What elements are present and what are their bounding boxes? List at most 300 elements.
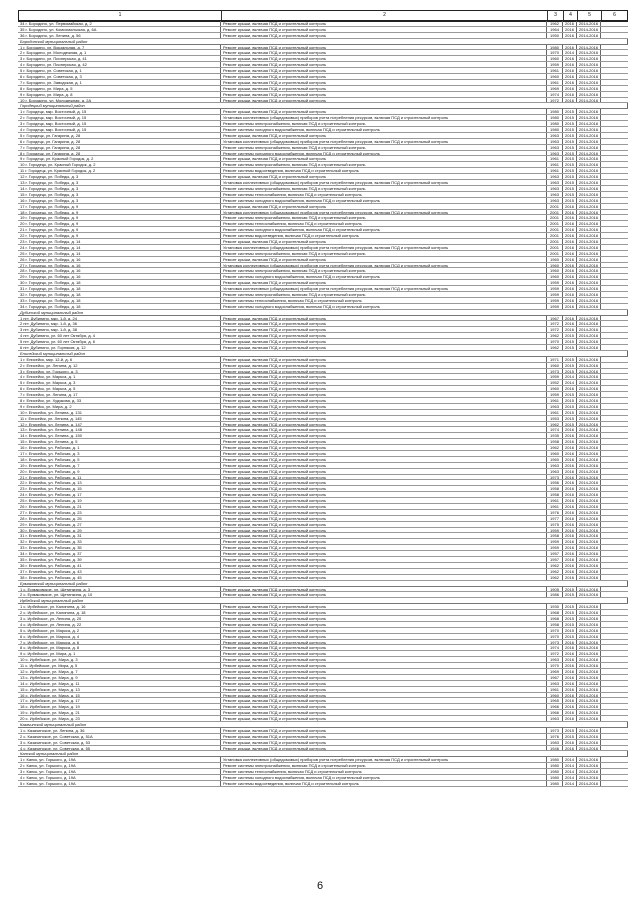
cell-c6: [601, 174, 628, 179]
cell-c5: 2014-2016: [577, 268, 601, 273]
cell-c1: 16 г. Енисейск, ул. Рабочая, д. 1: [18, 445, 221, 450]
cell-c4: 2014: [563, 769, 577, 774]
cell-c1: 2 г. Бородино, ул. Молодежная, д. 1: [18, 50, 221, 55]
cell-c1: 4 г. Бородино, ул. Пионерская, д. 42: [18, 62, 221, 67]
cell-c6: [601, 274, 628, 279]
cell-c5: 2014-2016: [577, 121, 601, 126]
cell-c1: 9 с. Ирбейское, ул. Мира, д. 1: [18, 651, 221, 656]
cell-c3: 1980: [547, 769, 563, 774]
cell-c6: [601, 121, 628, 126]
cell-c5: 2014-2016: [577, 345, 601, 350]
cell-c4: 2016: [563, 439, 577, 444]
cell-c6: [601, 427, 628, 432]
cell-c1: 19 г. Городецк, ул. Победы, д. 9: [18, 215, 221, 220]
cell-c2: Ремонт крыши, включая ПСД и строительный контроль: [221, 321, 547, 326]
cell-c1: 6 г. Городецк, ул. Гагарина, д. 28: [18, 139, 221, 144]
cell-c2: Ремонт крыши, включая ПСД и строительный контроль: [221, 545, 547, 550]
cell-c4: 2016: [563, 510, 577, 515]
cell-c5: 2014-2016: [577, 716, 601, 721]
cell-c4: 2016: [563, 257, 577, 262]
cell-c5: 2014-2016: [577, 746, 601, 751]
cell-c6: [601, 704, 628, 709]
cell-c4: 2016: [563, 274, 577, 279]
cell-c6: [601, 156, 628, 161]
cell-c3: 1963: [547, 174, 563, 179]
cell-c4: 2016: [563, 563, 577, 568]
cell-c6: [601, 757, 628, 762]
cell-c4: 2015: [563, 404, 577, 409]
cell-c5: 2014-2016: [577, 363, 601, 368]
header-col-4: 4: [564, 11, 578, 20]
cell-c6: [601, 498, 628, 503]
cell-c6: [601, 380, 628, 385]
cell-c2: Ремонт крыши, включая ПСД и строительный контроль: [221, 50, 547, 55]
cell-c5: 2014-2016: [577, 186, 601, 191]
cell-c3: 1980: [547, 121, 563, 126]
cell-c3: 1961: [547, 410, 563, 415]
cell-c3: 1975: [547, 522, 563, 527]
cell-c4: 2016: [563, 504, 577, 509]
cell-c6: [601, 68, 628, 73]
cell-c1: 3 г. Бородино, ул. Пионерская, д. 41: [18, 56, 221, 61]
cell-c1: 14 с. Ирбейское, ул. Мира, д. 11: [18, 681, 221, 686]
cell-c4: 2016: [563, 433, 577, 438]
cell-c1: 5 с. Ирбейское, ул. Маркса, д. 2: [18, 628, 221, 633]
cell-c6: [601, 669, 628, 674]
cell-c5: 2014-2016: [577, 80, 601, 85]
cell-c3: 1935: [547, 433, 563, 438]
cell-c1: 3 г. Городецк, мкр. Восточный, д. 15: [18, 121, 221, 126]
cell-c1: 28 г. Енисейск, ул. Рабочая, д. 25: [18, 516, 221, 521]
cell-c6: [601, 769, 628, 774]
header-col-2: 2: [222, 11, 548, 20]
cell-c3: 1960: [547, 363, 563, 368]
header-col-1: 1: [19, 11, 222, 20]
cell-c4: 2015: [563, 174, 577, 179]
cell-c2: Ремонт крыши, включая ПСД и строительный контроль: [221, 339, 547, 344]
cell-c2: Ремонт крыши, включая ПСД и строительный контроль: [221, 404, 547, 409]
cell-c6: [601, 657, 628, 662]
cell-c1: 12 г. Енисейск, ул. Ленина, д. 147: [18, 422, 221, 427]
cell-c2: Ремонт крыши, включая ПСД и строительный контроль: [221, 645, 547, 650]
cell-c2: Ремонт системы электроснабжения, включая ПСД и строительный контроль: [221, 186, 547, 191]
cell-c1: 17 с. Ирбейское, ул. Мира, д. 17: [18, 698, 221, 703]
cell-c4: 2016: [563, 233, 577, 238]
cell-c3: 1968: [547, 616, 563, 621]
cell-c4: 2016: [563, 557, 577, 562]
cell-c1: 25 г. Енисейск, ул. Рабочая, д. 19: [18, 498, 221, 503]
cell-c3: 2001: [547, 215, 563, 220]
table-row: [18, 781, 628, 787]
cell-c4: 2015: [563, 363, 577, 368]
cell-c2: Ремонт крыши, включая ПСД и строительный контроль: [221, 704, 547, 709]
cell-c6: [601, 98, 628, 103]
cell-c6: [601, 80, 628, 85]
cell-c6: [601, 557, 628, 562]
cell-c5: 2014-2016: [577, 139, 601, 144]
cell-c2: Установка коллективных (общедомовых) приборов учета потребления ресурсов, включая ПСД и строительный контроль: [221, 757, 547, 762]
cell-c5: 2014-2016: [577, 115, 601, 120]
table-body: [18, 21, 628, 787]
cell-c6: [601, 345, 628, 350]
cell-c1: 4 с. Казачинское, ул. Советская, д. 55: [18, 746, 221, 751]
cell-c2: Ремонт крыши, включая ПСД и строительный контроль: [221, 439, 547, 444]
cell-c2: Ремонт крыши, включая ПСД и строительный контроль: [221, 551, 547, 556]
cell-c3: 1959: [547, 304, 563, 309]
cell-c1: 29 г. Городецк, ул. Победы, д. 16: [18, 274, 221, 279]
cell-c4: 2016: [563, 528, 577, 533]
cell-c6: [601, 663, 628, 668]
cell-c3: 1970: [547, 628, 563, 633]
cell-c1: 5 г. Канск, ул. Горького, д. 19А: [18, 781, 221, 786]
cell-c4: 2016: [563, 304, 577, 309]
cell-c6: [601, 263, 628, 268]
cell-c3: 1971: [547, 357, 563, 362]
cell-c1: 10 г. Бородино, ул. Молодежная, д. 2А: [18, 98, 221, 103]
cell-c2: Ремонт крыши, включая ПСД и строительный контроль: [221, 280, 547, 285]
cell-c3: 1962: [547, 422, 563, 427]
cell-c4: 2015: [563, 628, 577, 633]
cell-c3: 1962: [547, 345, 563, 350]
cell-c2: Ремонт крыши, включая ПСД и строительный контроль: [221, 463, 547, 468]
cell-c3: 1960: [547, 693, 563, 698]
cell-c4: 2016: [563, 316, 577, 321]
cell-c2: Ремонт крыши, включая ПСД и строительный контроль: [221, 469, 547, 474]
cell-c4: 2016: [563, 298, 577, 303]
cell-c1: Ермаковский муниципальный район: [18, 581, 628, 586]
cell-c6: [601, 369, 628, 374]
cell-c3: 1961: [547, 168, 563, 173]
cell-c1: 9 г. Енисейск, ул. Мира, д. 2: [18, 404, 221, 409]
cell-c1: 13 г. Городецк, ул. Победы, д. 3: [18, 180, 221, 185]
cell-c5: 2014-2016: [577, 634, 601, 639]
cell-c5: 2014-2016: [577, 663, 601, 668]
cell-c1: 7 г. Енисейск, ул. Ленина, д. 17: [18, 392, 221, 397]
cell-c2: Ремонт крыши, включая ПСД и строительный контроль: [221, 33, 547, 38]
cell-c5: 2014-2016: [577, 392, 601, 397]
cell-c2: Ремонт крыши, включая ПСД и строительный контроль: [221, 522, 547, 527]
cell-c2: Ремонт крыши, включая ПСД и строительный контроль: [221, 746, 547, 751]
cell-c5: 2014-2016: [577, 433, 601, 438]
cell-c6: [601, 687, 628, 692]
cell-c3: 2001: [547, 239, 563, 244]
cell-c3: 1961: [547, 162, 563, 167]
cell-c6: [601, 416, 628, 421]
cell-c4: 2015: [563, 186, 577, 191]
cell-c1: Бородинский муниципальный район: [18, 39, 628, 44]
cell-c3: 1974: [547, 427, 563, 432]
cell-c4: 2016: [563, 92, 577, 97]
cell-c5: 2014-2016: [577, 516, 601, 521]
cell-c2: Ремонт системы электроснабжения, включая ПСД и строительный контроль: [221, 292, 547, 297]
cell-c6: [601, 504, 628, 509]
cell-c4: 2016: [563, 427, 577, 432]
cell-c6: [601, 33, 628, 38]
cell-c1: 9 г. Бородино, ул. Мира, д. 8: [18, 92, 221, 97]
cell-c6: [601, 622, 628, 627]
cell-c5: 2014-2016: [577, 156, 601, 161]
cell-c4: 2016: [563, 463, 577, 468]
cell-c5: 2014-2016: [577, 304, 601, 309]
cell-c6: [601, 215, 628, 220]
cell-c2: Ремонт крыши, включая ПСД и строительный контроль: [221, 528, 547, 533]
cell-c3: 1963: [547, 681, 563, 686]
cell-c6: [601, 634, 628, 639]
cell-c2: Ремонт крыши, включая ПСД и строительный контроль: [221, 510, 547, 515]
cell-c4: 2016: [563, 640, 577, 645]
cell-c2: Ремонт крыши, включая ПСД и строительный контроль: [221, 492, 547, 497]
cell-c4: 2015: [563, 133, 577, 138]
cell-c4: 2016: [563, 498, 577, 503]
cell-c5: 2014-2016: [577, 604, 601, 609]
cell-c6: [601, 710, 628, 715]
cell-c6: [601, 257, 628, 262]
cell-c5: 2014-2016: [577, 687, 601, 692]
cell-c2: Ремонт системы электроснабжения, включая ПСД и строительный контроль: [221, 145, 547, 150]
cell-c1: Дубинский муниципальный район: [18, 310, 628, 315]
cell-c5: 2014-2016: [577, 492, 601, 497]
cell-c5: 2014-2016: [577, 174, 601, 179]
cell-c6: [601, 463, 628, 468]
cell-c1: 23 г. Енисейск, ул. Рабочая, д. 15: [18, 486, 221, 491]
cell-c5: 2014-2016: [577, 221, 601, 226]
cell-c6: [601, 145, 628, 150]
cell-c1: 8 с. Ирбейское, ул. Маркса, д. 8: [18, 645, 221, 650]
cell-c2: Ремонт крыши, включая ПСД и строительный контроль: [221, 98, 547, 103]
cell-c1: 34 г. Городецк, ул. Победы, д. 18: [18, 304, 221, 309]
cell-c4: 2016: [563, 33, 577, 38]
cell-c1: 13 г. Енисейск, ул. Ленина, д. 148: [18, 427, 221, 432]
cell-c5: 2014-2016: [577, 704, 601, 709]
cell-c3: 1972: [547, 651, 563, 656]
cell-c5: 2014-2016: [577, 427, 601, 432]
cell-c1: 5 г. Енисейск, ул. Маркса, д. 3: [18, 380, 221, 385]
cell-c3: 1970: [547, 50, 563, 55]
cell-c2: Ремонт крыши, включая ПСД и строительный контроль: [221, 374, 547, 379]
cell-c5: 2014-2016: [577, 21, 601, 26]
cell-c6: [601, 280, 628, 285]
cell-c2: Ремонт крыши, включая ПСД и строительный контроль: [221, 427, 547, 432]
cell-c1: 34 г. Бородино, ул. Первомайская, д. 2: [18, 21, 221, 26]
cell-c5: 2014-2016: [577, 210, 601, 215]
cell-c6: [601, 21, 628, 26]
cell-c3: 1905: [547, 587, 563, 592]
cell-c1: 3 г. Канск, ул. Горького, д. 19А: [18, 769, 221, 774]
cell-c4: 2016: [563, 210, 577, 215]
cell-c5: 2014-2016: [577, 98, 601, 103]
cell-c1: 24 г. Енисейск, ул. Рабочая, д. 17: [18, 492, 221, 497]
cell-c4: 2016: [563, 475, 577, 480]
cell-c4: 2016: [563, 687, 577, 692]
cell-c1: 6 г. Енисейск, ул. Маркса, д. 5: [18, 386, 221, 391]
cell-c3: 1961: [547, 68, 563, 73]
cell-c6: [601, 92, 628, 97]
cell-c2: Ремонт крыши, включая ПСД и строительный контроль: [221, 604, 547, 609]
cell-c3: 2001: [547, 221, 563, 226]
cell-c1: 11 г. Городецк, ул. Красный Городок, д. 2: [18, 168, 221, 173]
cell-c2: Ремонт крыши, включая ПСД и строительный контроль: [221, 363, 547, 368]
cell-c3: 1976: [547, 734, 563, 739]
cell-c3: 1958: [547, 492, 563, 497]
cell-c1: 7 с. Ирбейское, ул. Маркса, д. 6: [18, 640, 221, 645]
cell-c2: Ремонт системы холодного водоснабжения, включая ПСД и строительный контроль: [221, 227, 547, 232]
cell-c3: 1960: [547, 451, 563, 456]
cell-c6: [601, 746, 628, 751]
cell-c6: [601, 56, 628, 61]
cell-c2: Ремонт крыши, включая ПСД и строительный контроль: [221, 710, 547, 715]
cell-c4: 2016: [563, 740, 577, 745]
cell-c1: 2 г. Городецк, мкр. Восточный, д. 15: [18, 115, 221, 120]
cell-c3: 1964: [547, 27, 563, 32]
cell-c1: 16 г. Городецк, ул. Победы, д. 3: [18, 198, 221, 203]
cell-c6: [601, 127, 628, 132]
cell-c3: 1960: [547, 56, 563, 61]
cell-c3: 1980: [547, 109, 563, 114]
cell-c4: 2016: [563, 280, 577, 285]
cell-c2: Ремонт крыши, включая ПСД и строительный контроль: [221, 516, 547, 521]
cell-c3: 1972: [547, 321, 563, 326]
cell-c6: [601, 210, 628, 215]
cell-c1: 10 г. Городецк, ул. Красный Городок, д. 2: [18, 162, 221, 167]
cell-c6: [601, 728, 628, 733]
cell-c5: 2014-2016: [577, 92, 601, 97]
cell-c3: 1961: [547, 504, 563, 509]
cell-c3: 1959: [547, 374, 563, 379]
cell-c1: 28 г. Городецк, ул. Победы, д. 16: [18, 268, 221, 273]
cell-c4: 2016: [563, 245, 577, 250]
cell-c5: 2014-2016: [577, 215, 601, 220]
cell-c4: 2015: [563, 151, 577, 156]
cell-c5: 2014-2016: [577, 628, 601, 633]
cell-c6: [601, 516, 628, 521]
cell-c3: 1968: [547, 610, 563, 615]
cell-c1: 10 г. Енисейск, ул. Ленина, д. 131: [18, 410, 221, 415]
cell-c2: Установка коллективных (общедомовых) приборов учета потребления ресурсов, включая ПСД и строительный контроль: [221, 286, 547, 291]
cell-c4: 2015: [563, 180, 577, 185]
cell-c6: [601, 475, 628, 480]
cell-c4: 2016: [563, 445, 577, 450]
cell-c4: 2016: [563, 492, 577, 497]
cell-c3: 1972: [547, 327, 563, 332]
cell-c6: [601, 592, 628, 597]
cell-c3: 1959: [547, 528, 563, 533]
cell-c1: 8 г. Городецк, ул. Гагарина, д. 28: [18, 151, 221, 156]
cell-c2: Ремонт крыши, включая ПСД и строительный контроль: [221, 740, 547, 745]
cell-c2: Ремонт системы холодного водоснабжения, включая ПСД и строительный контроль: [221, 127, 547, 132]
cell-c1: 36 г. Енисейск, ул. Рабочая, д. 41: [18, 563, 221, 568]
cell-c3: 1960: [547, 274, 563, 279]
cell-c6: [601, 333, 628, 338]
cell-c2: Ремонт крыши, включая ПСД и строительный контроль: [221, 669, 547, 674]
cell-c5: 2014-2016: [577, 698, 601, 703]
cell-c1: 32 г. Енисейск, ул. Рабочая, д. 33: [18, 539, 221, 544]
cell-c4: 2015: [563, 339, 577, 344]
cell-c1: 16 с. Ирбейское, ул. Мира, д. 15: [18, 693, 221, 698]
cell-c2: Ремонт крыши, включая ПСД и строительный контроль: [221, 734, 547, 739]
cell-c2: Ремонт крыши, включая ПСД и строительный контроль: [221, 21, 547, 26]
cell-c4: 2015: [563, 634, 577, 639]
cell-c5: 2014-2016: [577, 475, 601, 480]
cell-c6: [601, 651, 628, 656]
cell-c2: Ремонт системы электроснабжения, включая ПСД и строительный контроль: [221, 251, 547, 256]
cell-c2: Ремонт крыши, включая ПСД и строительный контроль: [221, 398, 547, 403]
cell-c5: 2014-2016: [577, 451, 601, 456]
cell-c1: 15 с. Ирбейское, ул. Мира, д. 13: [18, 687, 221, 692]
cell-c2: Ремонт системы холодного водоснабжения, включая ПСД и строительный контроль: [221, 304, 547, 309]
cell-c3: 2001: [547, 227, 563, 232]
cell-c4: 2015: [563, 592, 577, 597]
cell-c6: [601, 192, 628, 197]
cell-c5: 2014-2016: [577, 86, 601, 91]
cell-c2: Ремонт крыши, включая ПСД и строительный контроль: [221, 327, 547, 332]
cell-c6: [601, 180, 628, 185]
cell-c1: Городецкий муниципальный район: [18, 103, 628, 108]
cell-c3: 1974: [547, 92, 563, 97]
cell-c5: 2014-2016: [577, 151, 601, 156]
cell-c1: 27 г. Енисейск, ул. Рабочая, д. 23: [18, 510, 221, 515]
cell-c4: 2014: [563, 380, 577, 385]
cell-c1: 20 г. Енисейск, ул. Рабочая, д. 9: [18, 469, 221, 474]
cell-c1: 29 г. Енисейск, ул. Рабочая, д. 27: [18, 522, 221, 527]
cell-c4: 2016: [563, 645, 577, 650]
cell-c1: 6 г. Бородино, ул. Советская, д. 3: [18, 74, 221, 79]
cell-c2: Ремонт системы холодного водоснабжения, включая ПСД и строительный контроль: [221, 198, 547, 203]
cell-c4: 2016: [563, 675, 577, 680]
cell-c4: 2016: [563, 539, 577, 544]
cell-c5: 2014-2016: [577, 386, 601, 391]
cell-c4: 2015: [563, 416, 577, 421]
cell-c5: 2014-2016: [577, 56, 601, 61]
cell-c5: 2014-2016: [577, 374, 601, 379]
cell-c2: Ремонт крыши, включая ПСД и строительный контроль: [221, 457, 547, 462]
cell-c6: [601, 357, 628, 362]
cell-c3: 1962: [547, 21, 563, 26]
cell-c6: [601, 645, 628, 650]
cell-c5: 2014-2016: [577, 339, 601, 344]
cell-c6: [601, 45, 628, 50]
cell-c5: 2014-2016: [577, 62, 601, 67]
cell-c6: [601, 339, 628, 344]
cell-c2: Ремонт крыши, включая ПСД и строительный контроль: [221, 239, 547, 244]
cell-c2: Ремонт крыши, включая ПСД и строительный контроль: [221, 587, 547, 592]
cell-c6: [601, 115, 628, 120]
cell-c6: [601, 363, 628, 368]
cell-c5: 2014-2016: [577, 162, 601, 167]
cell-c2: Ремонт системы водоотведения, включая ПСД и строительный контроль: [221, 233, 547, 238]
cell-c2: Ремонт крыши, включая ПСД и строительный контроль: [221, 345, 547, 350]
cell-c1: 2 пгт. Дубинино, мкр. 1-й, д. 36: [18, 321, 221, 326]
cell-c2: Ремонт крыши, включая ПСД и строительный контроль: [221, 610, 547, 615]
cell-c2: Ремонт крыши, включая ПСД и строительный контроль: [221, 681, 547, 686]
cell-c1: 12 с. Ирбейское, ул. Мира, д. 7: [18, 669, 221, 674]
cell-c1: 18 г. Городецк, ул. Победы, д. 9: [18, 210, 221, 215]
cell-c6: [601, 198, 628, 203]
cell-c5: 2014-2016: [577, 280, 601, 285]
cell-c6: [601, 62, 628, 67]
cell-c1: 33 г. Городецк, ул. Победы, д. 18: [18, 298, 221, 303]
cell-c6: [601, 763, 628, 768]
cell-c3: 1930: [547, 604, 563, 609]
cell-c3: 1959: [547, 280, 563, 285]
cell-c1: 38 г. Енисейск, ул. Рабочая, д. 45: [18, 575, 221, 580]
cell-c3: 1960: [547, 386, 563, 391]
cell-c2: Ремонт системы электроснабжения, включая ПСД и строительный контроль: [221, 268, 547, 273]
cell-c5: 2014-2016: [577, 439, 601, 444]
cell-c1: 32 г. Городецк, ул. Победы, д. 18: [18, 292, 221, 297]
cell-c6: [601, 251, 628, 256]
cell-c3: 1960: [547, 257, 563, 262]
cell-c3: 1965: [547, 698, 563, 703]
